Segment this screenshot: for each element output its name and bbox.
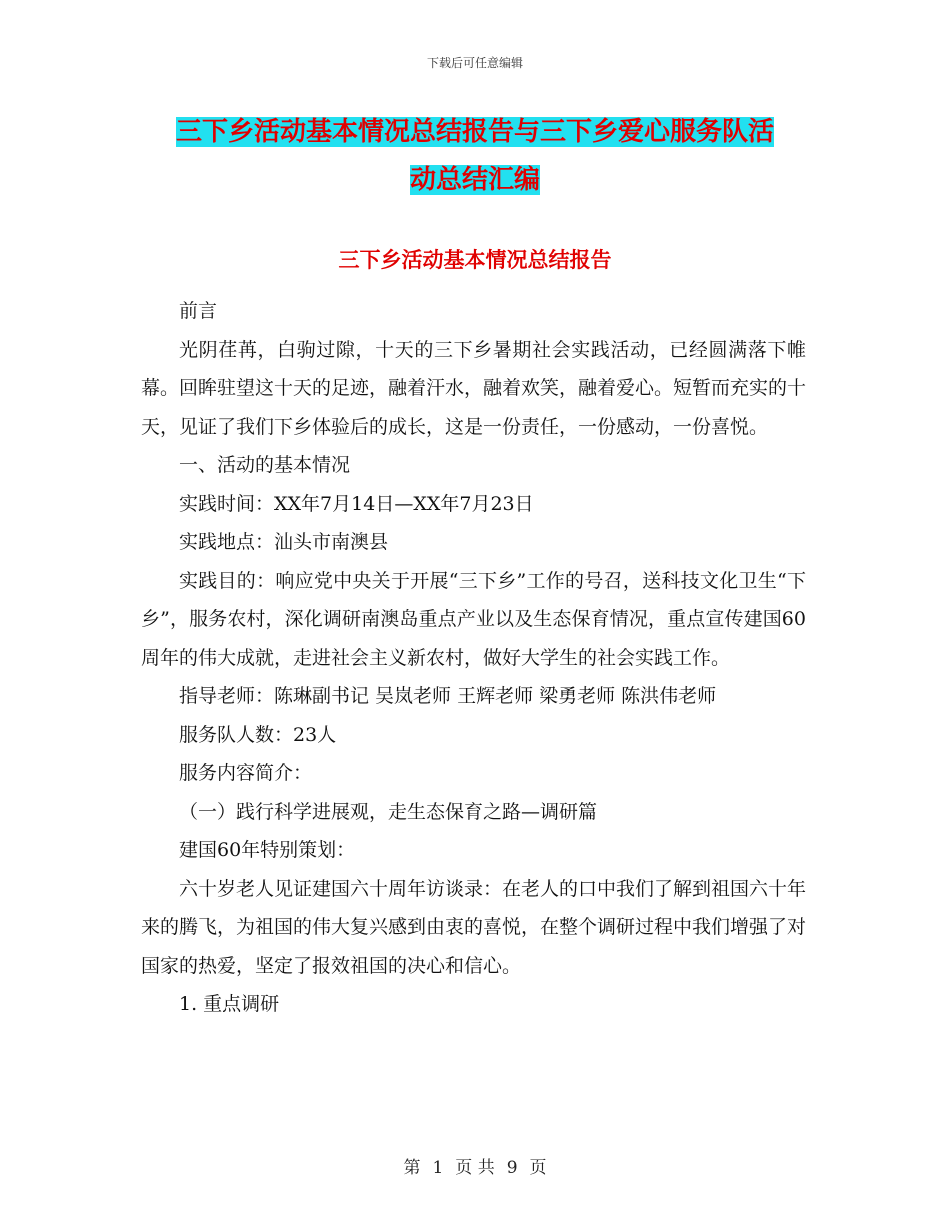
document-title-line-2: 动总结汇编 bbox=[409, 165, 540, 195]
paragraph-intro: 光阴荏苒，白驹过隙，十天的三下乡暑期社会实践活动，已经圆满落下帷幕。回眸驻望这十天的足迹，融着汗水，融着欢笑，融着爱心。短暂而充实的十天，见证了我们下乡体验后的成长，这是一份责任，一份感动，一份喜悦。 bbox=[141, 338, 807, 438]
document-body bbox=[141, 292, 806, 1024]
page-footer bbox=[0, 1153, 950, 1178]
paragraph-practice-purpose: 实践目的：响应党中央关于开展“三下乡”工作的号召，送科技文化卫生“下乡”，服务农村，深化调研南澳岛重点产业以及生态保育情况，重点宣传建国60周年的伟大成就，走进社会主义新农村，做好大学生的社会实践工作。 bbox=[141, 569, 806, 669]
footer-middle: 页 共 bbox=[455, 1158, 495, 1178]
paragraph-section-one: （一）践行科学进展观，走生态保育之路—调研篇 bbox=[179, 800, 598, 823]
paragraph-interview: 六十岁老人见证建国六十周年访谈录：在老人的口中我们了解到祖国六十年来的腾飞，为祖国的伟大复兴感到由衷的喜悦，在整个调研过程中我们增强了对国家的热爱，坚定了报效祖国的决心和信心。 bbox=[141, 877, 807, 977]
paragraph-key-research: 1. 重点调研 bbox=[179, 993, 280, 1015]
footer-total-pages: 9 bbox=[506, 1158, 518, 1178]
page-header: 下载后可任意编辑 bbox=[426, 56, 523, 70]
paragraph-practice-location: 实践地点：汕头市南澳县 bbox=[179, 531, 389, 553]
paragraph-team-size: 服务队人数：23人 bbox=[179, 723, 337, 746]
paragraph-special-plan: 建国60年特别策划： bbox=[179, 839, 356, 861]
document-title-line-1: 三下乡活动基本情况总结报告与三下乡爱心服务队活 bbox=[175, 117, 774, 147]
footer-page-number: 1 bbox=[432, 1158, 444, 1178]
footer-suffix: 页 bbox=[529, 1158, 547, 1178]
paragraph-practice-time: 实践时间：XX年7月14日—XX年7月23日 bbox=[179, 492, 534, 515]
paragraph-heading-basic-info: 一、活动的基本情况 bbox=[179, 454, 351, 476]
paragraph-instructors: 指导老师：陈琳副书记 吴岚老师 王辉老师 梁勇老师 陈洪伟老师 bbox=[179, 685, 717, 707]
footer-prefix: 第 bbox=[403, 1158, 421, 1178]
section-title: 三下乡活动基本情况总结报告 bbox=[338, 248, 612, 272]
paragraph-service-summary: 服务内容简介： bbox=[179, 762, 313, 784]
document-title bbox=[140, 108, 810, 204]
paragraph-preface: 前言 bbox=[179, 300, 218, 322]
